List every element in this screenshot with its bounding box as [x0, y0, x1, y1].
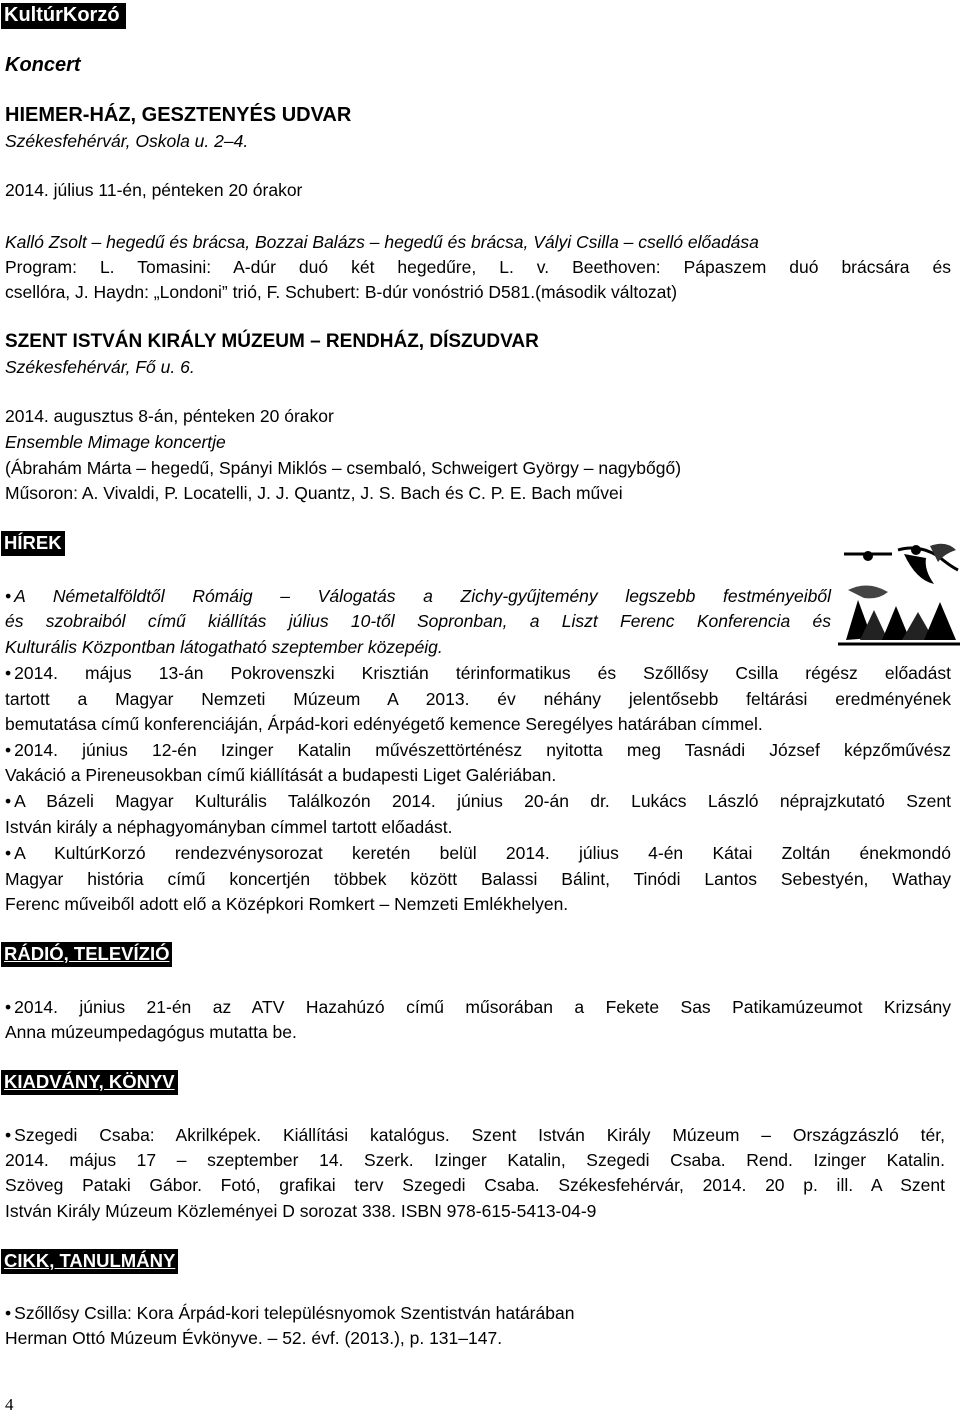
news-item3-line2: Vakáció a Pireneusokban című kiállítását a budapesti Liget Galériában. — [5, 765, 557, 785]
page-number: 4 — [5, 1395, 14, 1414]
brand-text: KultúrKorzó — [4, 4, 120, 26]
concert1-program-line1: Program: L. Tomasini: A-dúr duó két hegedűre, L. v. Beethoven: Pápaszem duó brácsára és — [5, 257, 951, 277]
article-heading-text: CIKK, TANULMÁNY — [4, 1250, 176, 1271]
news-item2-line3: bemutatása című konferenciáján, Árpád-kori edényégető kemence Seregélyes határában címmel. — [5, 714, 763, 734]
article-heading — [1, 1249, 178, 1274]
news-item1-line3: Kulturális Központban látogatható szeptember közepéig. — [5, 637, 443, 657]
news-item1-line1: • A Németalföldtől Rómáig – Válogatás a Zichy-gyűjtemény legszebb festményeiből — [5, 586, 831, 607]
news-heading-text: HÍREK — [4, 532, 62, 553]
concert2-address: Székesfehérvár, Fő u. 6. — [5, 357, 195, 377]
news-item4-line2: István király a néphagyományban címmel tartott előadást. — [5, 817, 453, 837]
concert2-performers: (Ábrahám Márta – hegedű, Spányi Miklós – csembaló, Schweigert György – nagybőgő) — [5, 458, 682, 478]
publication-item1-line1: • Szegedi Csaba: Akrilképek. Kiállítási katalógus. Szent István Király Múzeum – Országzászló tér, — [5, 1125, 945, 1146]
concert2-program: Műsoron: A. Vivaldi, P. Locatelli, J. J. Quantz, J. S. Bach és C. P. E. Bach művei — [5, 483, 623, 503]
radio-heading-text: RÁDIÓ, TELEVÍZIÓ — [4, 943, 170, 964]
news-heading — [1, 531, 65, 556]
concert1-program-line2: csellóra, J. Haydn: „Londoni” trió, F. Schubert: B-dúr vonóstrió D581.(második változat) — [5, 282, 678, 302]
news-item5-line1: • A KultúrKorzó rendezvénysorozat keretén belül 2014. július 4-én Kátai Zoltán énekmondó — [5, 843, 951, 864]
angel-illustration — [838, 540, 960, 648]
news-item2-line1: • 2014. május 13-án Pokrovenszki Krisztián térinformatikus és Szőllősy Csilla régész előadást — [5, 663, 951, 684]
publication-heading-text: KIADVÁNY, KÖNYV — [4, 1071, 175, 1092]
article-item1-line1: • Szőllősy Csilla: Kora Árpád-kori településnyomok Szentistván határában — [5, 1303, 574, 1324]
article-item1-line2: Herman Ottó Múzeum Évkönyve. – 52. évf. (2013.), p. 131–147. — [5, 1328, 503, 1348]
concert2-venue: SZENT ISTVÁN KIRÁLY MÚZEUM – RENDHÁZ, DÍSZUDVAR — [5, 331, 539, 352]
brand-label — [1, 3, 126, 29]
concert2-ensemble: Ensemble Mimage koncertje — [5, 432, 226, 452]
concert2-date: 2014. augusztus 8-án, pénteken 20 órakor — [5, 406, 334, 426]
news-item4-line1: • A Bázeli Magyar Kulturális Találkozón 2014. június 20-án dr. Lukács László néprajzkutató Szent — [5, 791, 951, 812]
publication-item1-line3: Szöveg Pataki Gábor. Fotó, grafikai terv Szegedi Csaba. Székesfehérvár, 2014. 20 p. ill. A Szent — [5, 1175, 945, 1195]
radio-heading — [1, 942, 172, 967]
news-item3-line1: • 2014. június 12-én Izinger Katalin művészettörténész nyitotta meg Tasnádi József képzőművész — [5, 740, 951, 761]
concert1-performers: Kalló Zsolt – hegedű és brácsa, Bozzai Balázs – hegedű és brácsa, Vályi Csilla – cselló előadása — [5, 232, 759, 252]
concert1-date: 2014. július 11-én, pénteken 20 órakor — [5, 180, 303, 200]
news-item5-line3: Ferenc műveiből adott elő a Középkori Romkert – Nemzeti Emlékhelyen. — [5, 894, 569, 914]
publication-item1-line2: 2014. május 17 – szeptember 14. Szerk. Izinger Katalin, Szegedi Csaba. Rend. Izinger Katalin. — [5, 1150, 945, 1170]
news-item1-line2: és szobraiból című kiállítás július 10-től Sopronban, a Liszt Ferenc Konferencia és — [5, 611, 831, 631]
news-item2-line2: tartott a Magyar Nemzeti Múzeum A 2013. év néhány jelentősebb feltárási eredményének — [5, 689, 951, 709]
section-title: Koncert — [5, 54, 81, 76]
publication-heading — [1, 1070, 178, 1095]
radio-item1-line1: • 2014. június 21-én az ATV Hazahúzó című műsorában a Fekete Sas Patikamúzeumot Krizsány — [5, 997, 951, 1018]
publication-item1-line4: István Király Múzeum Közleményei D sorozat 338. ISBN 978-615-5413-04-9 — [5, 1201, 597, 1221]
news-item5-line2: Magyar história című koncertjén többek között Balassi Bálint, Tinódi Lantos Sebestyén, Wathay — [5, 869, 951, 889]
concert1-venue: HIEMER-HÁZ, GESZTENYÉS UDVAR — [5, 104, 352, 126]
radio-item1-line2: Anna múzeumpedagógus mutatta be. — [5, 1022, 297, 1042]
concert1-address: Székesfehérvár, Oskola u. 2–4. — [5, 131, 249, 151]
